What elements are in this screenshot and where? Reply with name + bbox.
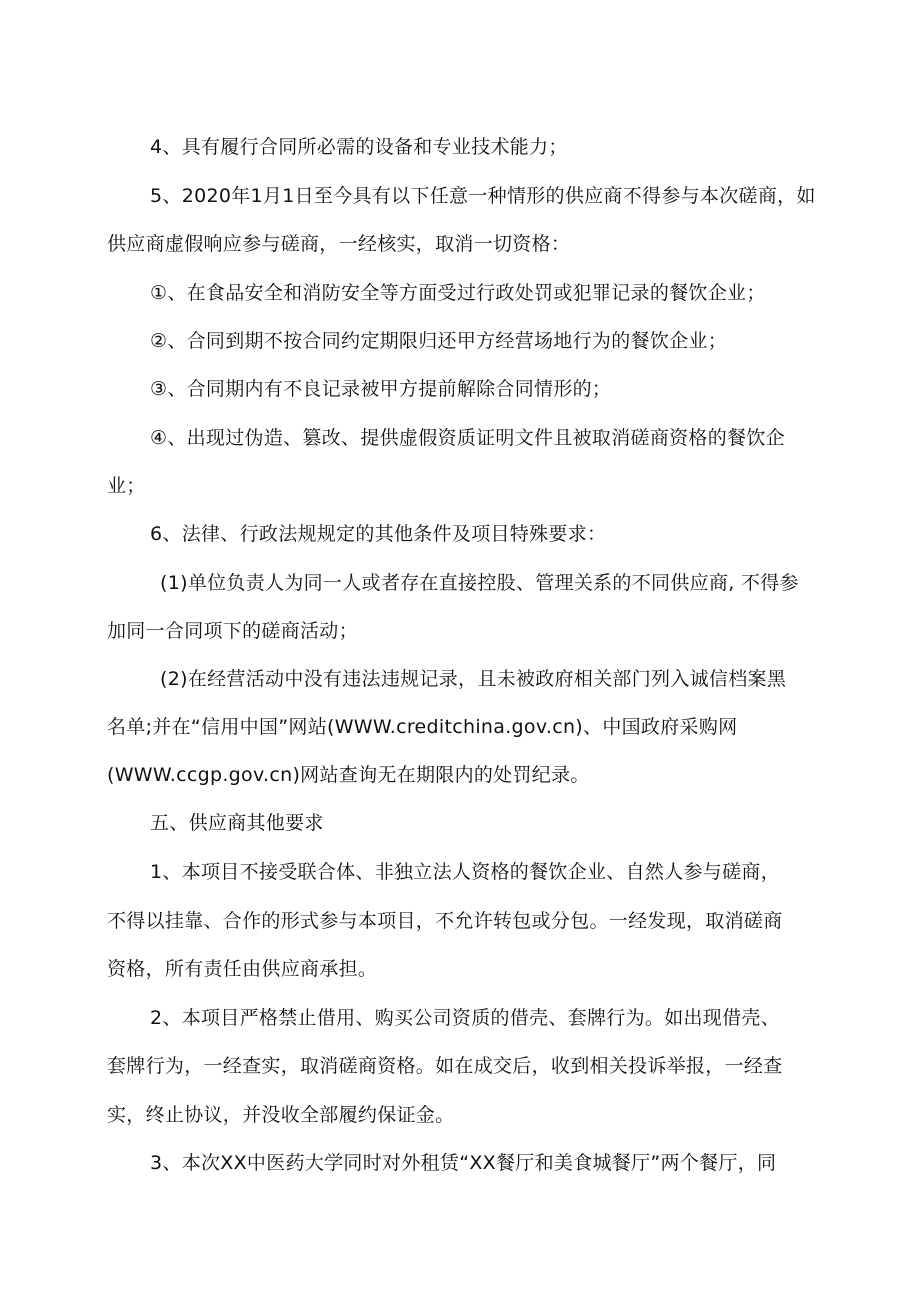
paragraph-line: 资格，所有责任由供应商承担。 bbox=[107, 958, 378, 980]
paragraph-line: 业； bbox=[107, 475, 146, 497]
paragraph-line: 1、本项目不接受联合体、非独立法人资格的餐饮企业、自然人参与磋商， bbox=[150, 861, 780, 883]
list-item: ③、合同期内有不良记录被甲方提前解除合同情形的； bbox=[150, 378, 612, 400]
paragraph-line: (WWW.ccgp.gov.cn)网站查询无在期限内的处罚纪录。 bbox=[107, 764, 590, 786]
paragraph-line: 不得以挂靠、合作的形式参与本项目，不允许转包或分包。一经发现，取消磋商 bbox=[107, 910, 783, 932]
paragraph-line: 套牌行为，一经查实，取消磋商资格。如在成交后，收到相关投诉举报，一经查 bbox=[107, 1055, 783, 1077]
list-item: ①、在食品安全和消防安全等方面受过行政处罚或犯罪记录的餐饮企业； bbox=[150, 282, 766, 304]
paragraph-line: 2、本项目严格禁止借用、购买公司资质的借壳、套牌行为。如出现借壳、 bbox=[150, 1007, 780, 1029]
paragraph-line: 3、本次XX中医药大学同时对外租赁“XX餐厅和美食城餐厅”两个餐厅，同 bbox=[150, 1152, 777, 1174]
paragraph-line: 4、具有履行合同所必需的设备和专业技术能力； bbox=[150, 136, 568, 158]
paragraph-line: 加同一合同项下的磋商活动； bbox=[107, 620, 358, 642]
list-item: (2)在经营活动中没有违法违规记录，且未被政府相关部门列入诚信档案黑 bbox=[160, 668, 787, 690]
list-item: ④、出现过伪造、篡改、提供虚假资质证明文件且被取消磋商资格的餐饮企 bbox=[150, 427, 785, 449]
paragraph-line: 实，终止协议，并没收全部履约保证金。 bbox=[107, 1104, 455, 1126]
paragraph-line: 5、2020年1月1日至今具有以下任意一种情形的供应商不得参与本次磋商，如 bbox=[150, 185, 816, 207]
paragraph-line: 供应商虚假响应参与磋商，一经核实，取消一切资格： bbox=[107, 233, 571, 255]
section-heading: 五、供应商其他要求 bbox=[150, 812, 324, 834]
paragraph-line: 名单;并在“信用中国”网站(WWW.creditchina.gov.cn)、中国政府采购网 bbox=[107, 716, 738, 738]
list-item: (1)单位负责人为同一人或者存在直接控股、管理关系的不同供应商, 不得参 bbox=[160, 572, 799, 594]
list-item: ②、合同到期不按合同约定期限归还甲方经营场地行为的餐饮企业； bbox=[150, 330, 728, 352]
paragraph-line: 6、法律、行政法规规定的其他条件及项目特殊要求： bbox=[150, 523, 607, 545]
